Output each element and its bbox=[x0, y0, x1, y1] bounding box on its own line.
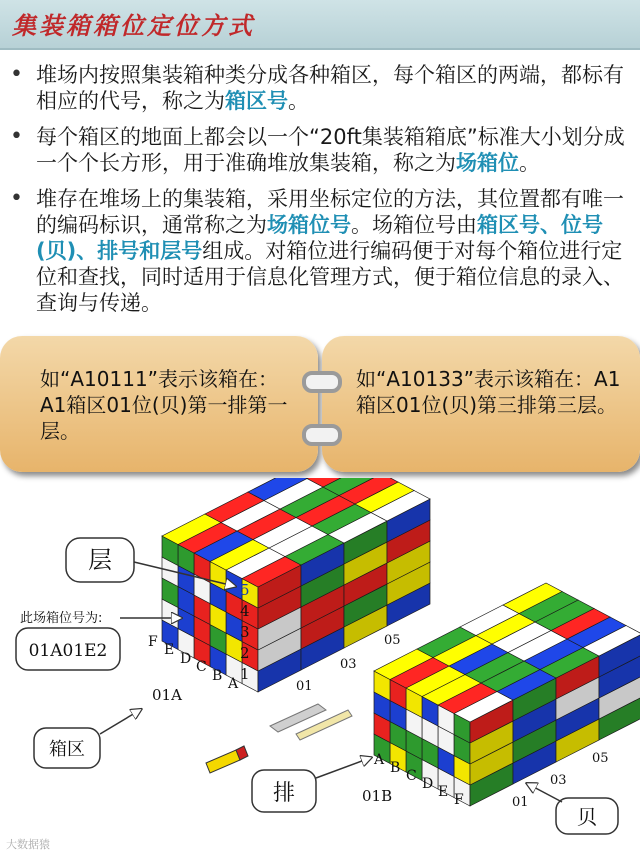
note-text: 如“A10133”表示该箱在：A1箱区01位(贝)第三排第三层。 bbox=[356, 367, 621, 417]
bullet-dot-icon: • bbox=[10, 186, 23, 211]
row-letter: D bbox=[422, 776, 434, 792]
tier-label: 5 bbox=[240, 581, 250, 599]
block-label: 箱区 bbox=[49, 739, 85, 760]
row-letter: B bbox=[390, 760, 401, 776]
highlight-term: 箱区号、位号(贝)、排号和层号 bbox=[36, 213, 603, 263]
bullet-dot-icon: • bbox=[10, 124, 23, 149]
row-letter: A bbox=[374, 752, 385, 768]
bullet-item bbox=[0, 62, 640, 114]
block-b-name: 01B bbox=[362, 787, 393, 805]
row-label: 排 bbox=[272, 781, 296, 806]
row-letter: E bbox=[164, 642, 175, 658]
tier-label: 3 bbox=[240, 623, 250, 641]
bay-number: 05 bbox=[592, 751, 609, 766]
bay-number: 03 bbox=[550, 773, 567, 788]
bullet-text: 。 bbox=[519, 151, 540, 175]
bay-number: 01 bbox=[296, 679, 313, 694]
header-bar bbox=[0, 0, 640, 50]
position-caption: 此场箱位号为: bbox=[20, 611, 103, 626]
tier-labels bbox=[240, 581, 250, 683]
bay-number: 05 bbox=[384, 633, 401, 648]
bullet-dot-icon: • bbox=[10, 62, 23, 87]
bullet-text: 堆存在堆场上的集装箱，采用坐标定位的方法，其位置都有唯一的编码标识，通常称之为 bbox=[36, 187, 624, 237]
block-callout bbox=[34, 710, 140, 768]
bullet-text: 。场箱位号由 bbox=[351, 213, 477, 237]
bullet-item bbox=[0, 124, 640, 176]
highlight-term: 场箱位号 bbox=[267, 213, 351, 237]
row-letter: D bbox=[180, 651, 192, 667]
example-note-left bbox=[0, 336, 318, 472]
watermark-text: 大数据猿 bbox=[6, 838, 50, 851]
bay-label: 贝 bbox=[577, 805, 597, 829]
binder-ring-icon bbox=[302, 424, 342, 446]
row-callout bbox=[252, 758, 370, 812]
row-letter: C bbox=[196, 659, 207, 675]
row-letter: F bbox=[148, 634, 158, 650]
yard-diagram bbox=[0, 478, 640, 836]
bullet-list bbox=[0, 62, 640, 326]
bullet-text: 堆场内按照集装箱种类分成各种箱区，每个箱区的两端，都标有相应的代号，称之为 bbox=[36, 63, 624, 113]
bullet-text: 。 bbox=[288, 89, 309, 113]
bullet-item bbox=[0, 186, 640, 316]
layer-label: 层 bbox=[88, 546, 112, 574]
highlight-term: 场箱位 bbox=[456, 151, 519, 175]
ground-track bbox=[206, 704, 352, 773]
binder-ring-icon bbox=[302, 371, 342, 393]
bay-callout bbox=[528, 784, 618, 834]
row-letter: B bbox=[212, 668, 223, 684]
row-letter: E bbox=[438, 784, 449, 800]
bullet-text: 每个箱区的地面上都会以一个“20ft集装箱箱底”标准大小划分成一个个长方形，用于准确堆放集装箱，称之为 bbox=[36, 125, 625, 175]
row-letter: F bbox=[454, 792, 464, 808]
example-note-right bbox=[322, 336, 640, 472]
bullet-text: 组成。对箱位进行编码便于对每个箱位进行定位和查找，同时适用于信息化管理方式，便于箱位信息的录入、查询与传递。 bbox=[36, 239, 624, 315]
highlight-term: 箱区号 bbox=[225, 89, 288, 113]
bay-number: 03 bbox=[340, 657, 357, 672]
tier-label: 1 bbox=[240, 665, 250, 683]
note-text: 如“A10111”表示该箱在：A1箱区01位(贝)第一排第一层。 bbox=[40, 367, 288, 443]
tier-label: 2 bbox=[240, 644, 250, 662]
position-code: 01A01E2 bbox=[28, 641, 108, 661]
bay-number: 01 bbox=[512, 795, 529, 810]
row-letter: A bbox=[228, 676, 239, 692]
row-letter: C bbox=[406, 768, 417, 784]
tier-label: 4 bbox=[240, 602, 250, 620]
block-a-name: 01A bbox=[152, 686, 182, 704]
page-title: 集装箱箱位定位方式 bbox=[12, 11, 255, 40]
